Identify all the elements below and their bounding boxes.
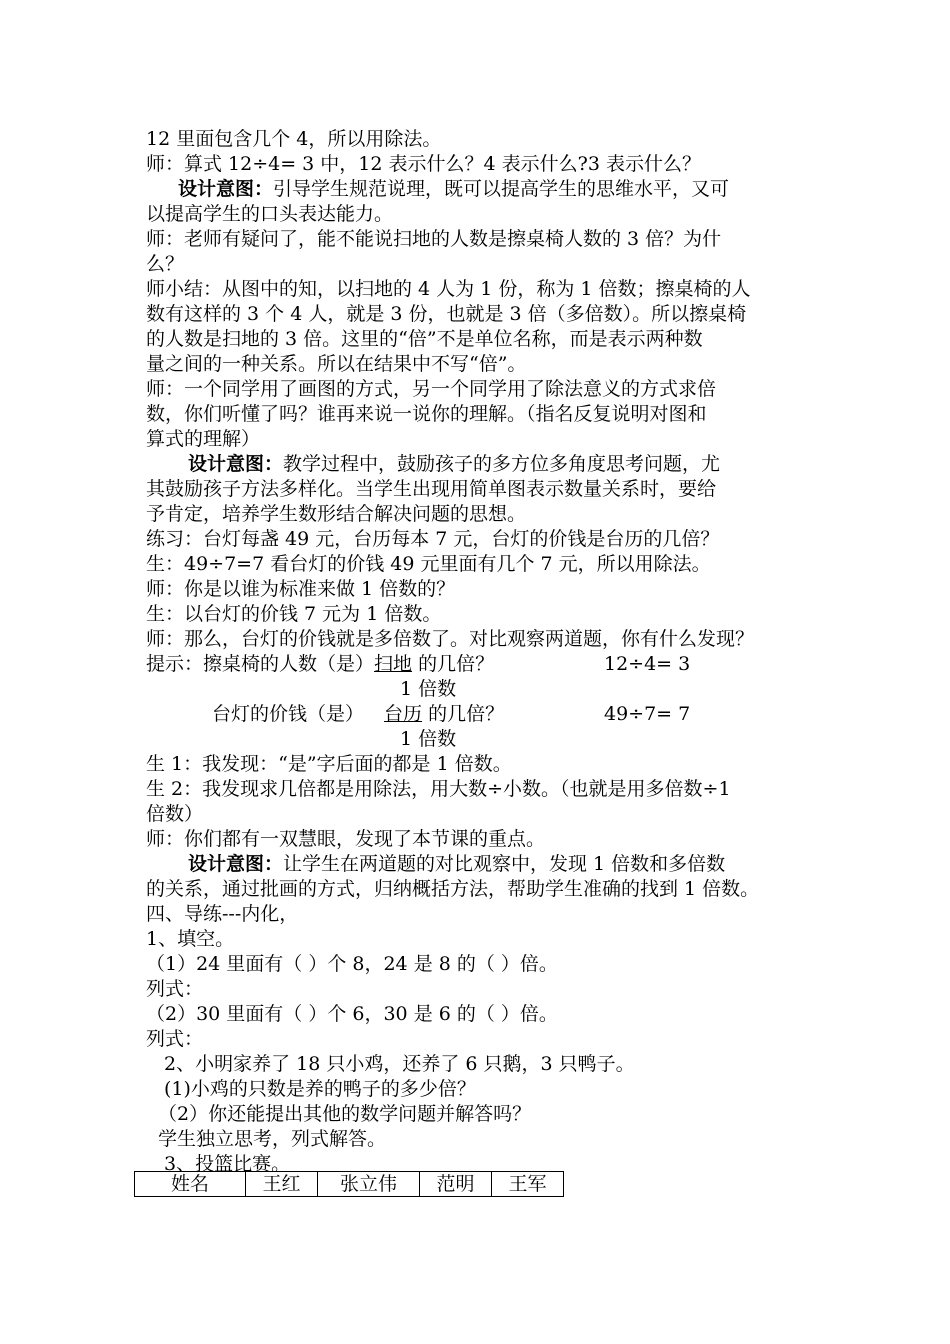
text-line: 师：那么，台灯的价钱就是多倍数了。对比观察两道题，你有什么发现？	[146, 628, 755, 650]
design-intent-text: 引导学生规范说理，既可以提高学生的思维水平，又可	[273, 178, 730, 200]
text-line: 师：一个同学用了画图的方式，另一个同学用了除法意义的方式求倍	[146, 378, 717, 400]
exercise-item: （2）30 里面有（ ）个 6，30 是 6 的（ ）倍。	[146, 1003, 558, 1025]
hint-suffix: 的几倍？	[422, 703, 505, 725]
design-intent-text: 让学生在两道题的对比观察中，发现 1 倍数和多倍数	[283, 853, 726, 875]
text-line: 列式：	[146, 1028, 204, 1050]
text-line: 生：49÷7=7 看台灯的价钱 49 元里面有几个 7 元，所以用除法。	[146, 553, 711, 575]
text-line: 师：算式 12÷4= 3 中，12 表示什么？4 表示什么?3 表示什么？	[146, 153, 701, 175]
text-line: 生 2：我发现求几倍都是用除法，用大数÷小数。（也就是用多倍数÷1	[146, 778, 731, 800]
text-line: 倍数）	[146, 803, 204, 825]
hint-underlined-term: 扫地	[374, 653, 413, 675]
text-line: 的人数是扫地的 3 倍。这里的“倍”不是单位名称，而是表示两种数	[146, 328, 703, 350]
hint-line-1	[146, 652, 494, 676]
text-line: 数有这样的 3 个 4 人，就是 3 份，也就是 3 倍（多倍数）。所以擦桌椅	[146, 303, 747, 325]
hint-line-2	[212, 702, 504, 726]
hint-suffix: 的几倍？	[412, 653, 495, 675]
section-heading: 四、导练---内化，	[146, 903, 299, 925]
score-table	[134, 1171, 564, 1197]
hint-underlined-term: 台历	[384, 703, 423, 725]
text-line	[188, 852, 725, 876]
text-line: 生：以台灯的价钱 7 元为 1 倍数。	[146, 603, 442, 625]
text-line	[188, 452, 720, 476]
text-line: 师：你是以谁为标准来做 1 倍数的？	[146, 578, 456, 600]
text-line: 么？	[146, 253, 185, 275]
design-intent-label: 设计意图：	[188, 453, 284, 475]
text-line: 予肯定，培养学生数形结合解决问题的思想。	[146, 503, 527, 525]
text-line: 其鼓励孩子方法多样化。当学生出现用简单图表示数量关系时，要给	[146, 478, 717, 500]
text-line: 学生独立思考，列式解答。	[158, 1128, 387, 1150]
design-intent-label: 设计意图：	[188, 853, 284, 875]
text-line: 12 里面包含几个 4，所以用除法。	[146, 128, 442, 150]
hint-annotation: 1 倍数	[400, 678, 457, 700]
text-line	[178, 177, 729, 201]
exercise-heading: 3、投篮比赛。	[164, 1153, 291, 1175]
design-intent-text: 教学过程中，鼓励孩子的多方位多角度思考问题，尤	[283, 453, 721, 475]
table-header-cell: 张立伟	[318, 1172, 420, 1197]
exercise-item: (1)小鸡的只数是养的鸭子的多少倍？	[164, 1078, 476, 1100]
text-line: 生 1：我发现：“是”字后面的都是 1 倍数。	[146, 753, 512, 775]
text-line: 师小结：从图中的知，以扫地的 4 人为 1 份，称为 1 倍数；擦桌椅的人	[146, 278, 751, 300]
hint-annotation: 1 倍数	[400, 728, 457, 750]
table-header-cell: 姓名	[135, 1172, 246, 1197]
design-intent-label: 设计意图：	[178, 178, 274, 200]
table-header-cell: 范明	[420, 1172, 492, 1197]
text-line: 练习：台灯每盏 49 元，台历每本 7 元，台灯的价钱是台历的几倍？	[146, 528, 720, 550]
exercise-heading: 1、填空。	[146, 928, 235, 950]
text-line: 的关系，通过批画的方式，归纳概括方法，帮助学生准确的找到 1 倍数。	[146, 878, 760, 900]
table-header-cell: 王军	[492, 1172, 564, 1197]
hint-prefix: 提示：擦桌椅的人数（是）	[146, 653, 375, 675]
hint-equation: 49÷7= 7	[604, 703, 691, 725]
table-row	[135, 1172, 564, 1197]
text-line: 师：老师有疑问了，能不能说扫地的人数是擦桌椅人数的 3 倍？为什	[146, 228, 722, 250]
text-line: 数，你们听懂了吗？谁再来说一说你的理解。（指名反复说明对图和	[146, 403, 707, 425]
exercise-item: （2）你还能提出其他的数学问题并解答吗？	[158, 1103, 532, 1125]
text-line: 师：你们都有一双慧眼，发现了本节课的重点。	[146, 828, 546, 850]
hint-prefix: 台灯的价钱（是）	[212, 703, 365, 725]
hint-equation: 12÷4= 3	[604, 653, 691, 675]
table-header-cell: 王红	[246, 1172, 318, 1197]
text-line: 以提高学生的口头表达能力。	[146, 203, 394, 225]
text-line: 量之间的一种关系。所以在结果中不写“倍”。	[146, 353, 527, 375]
text-line: 算式的理解）	[146, 428, 261, 450]
text-line: 列式：	[146, 978, 204, 1000]
exercise-heading: 2、小明家养了 18 只小鸡，还养了 6 只鹅，3 只鸭子。	[164, 1053, 635, 1075]
exercise-item: （1）24 里面有（ ）个 8，24 是 8 的（ ）倍。	[146, 953, 558, 975]
